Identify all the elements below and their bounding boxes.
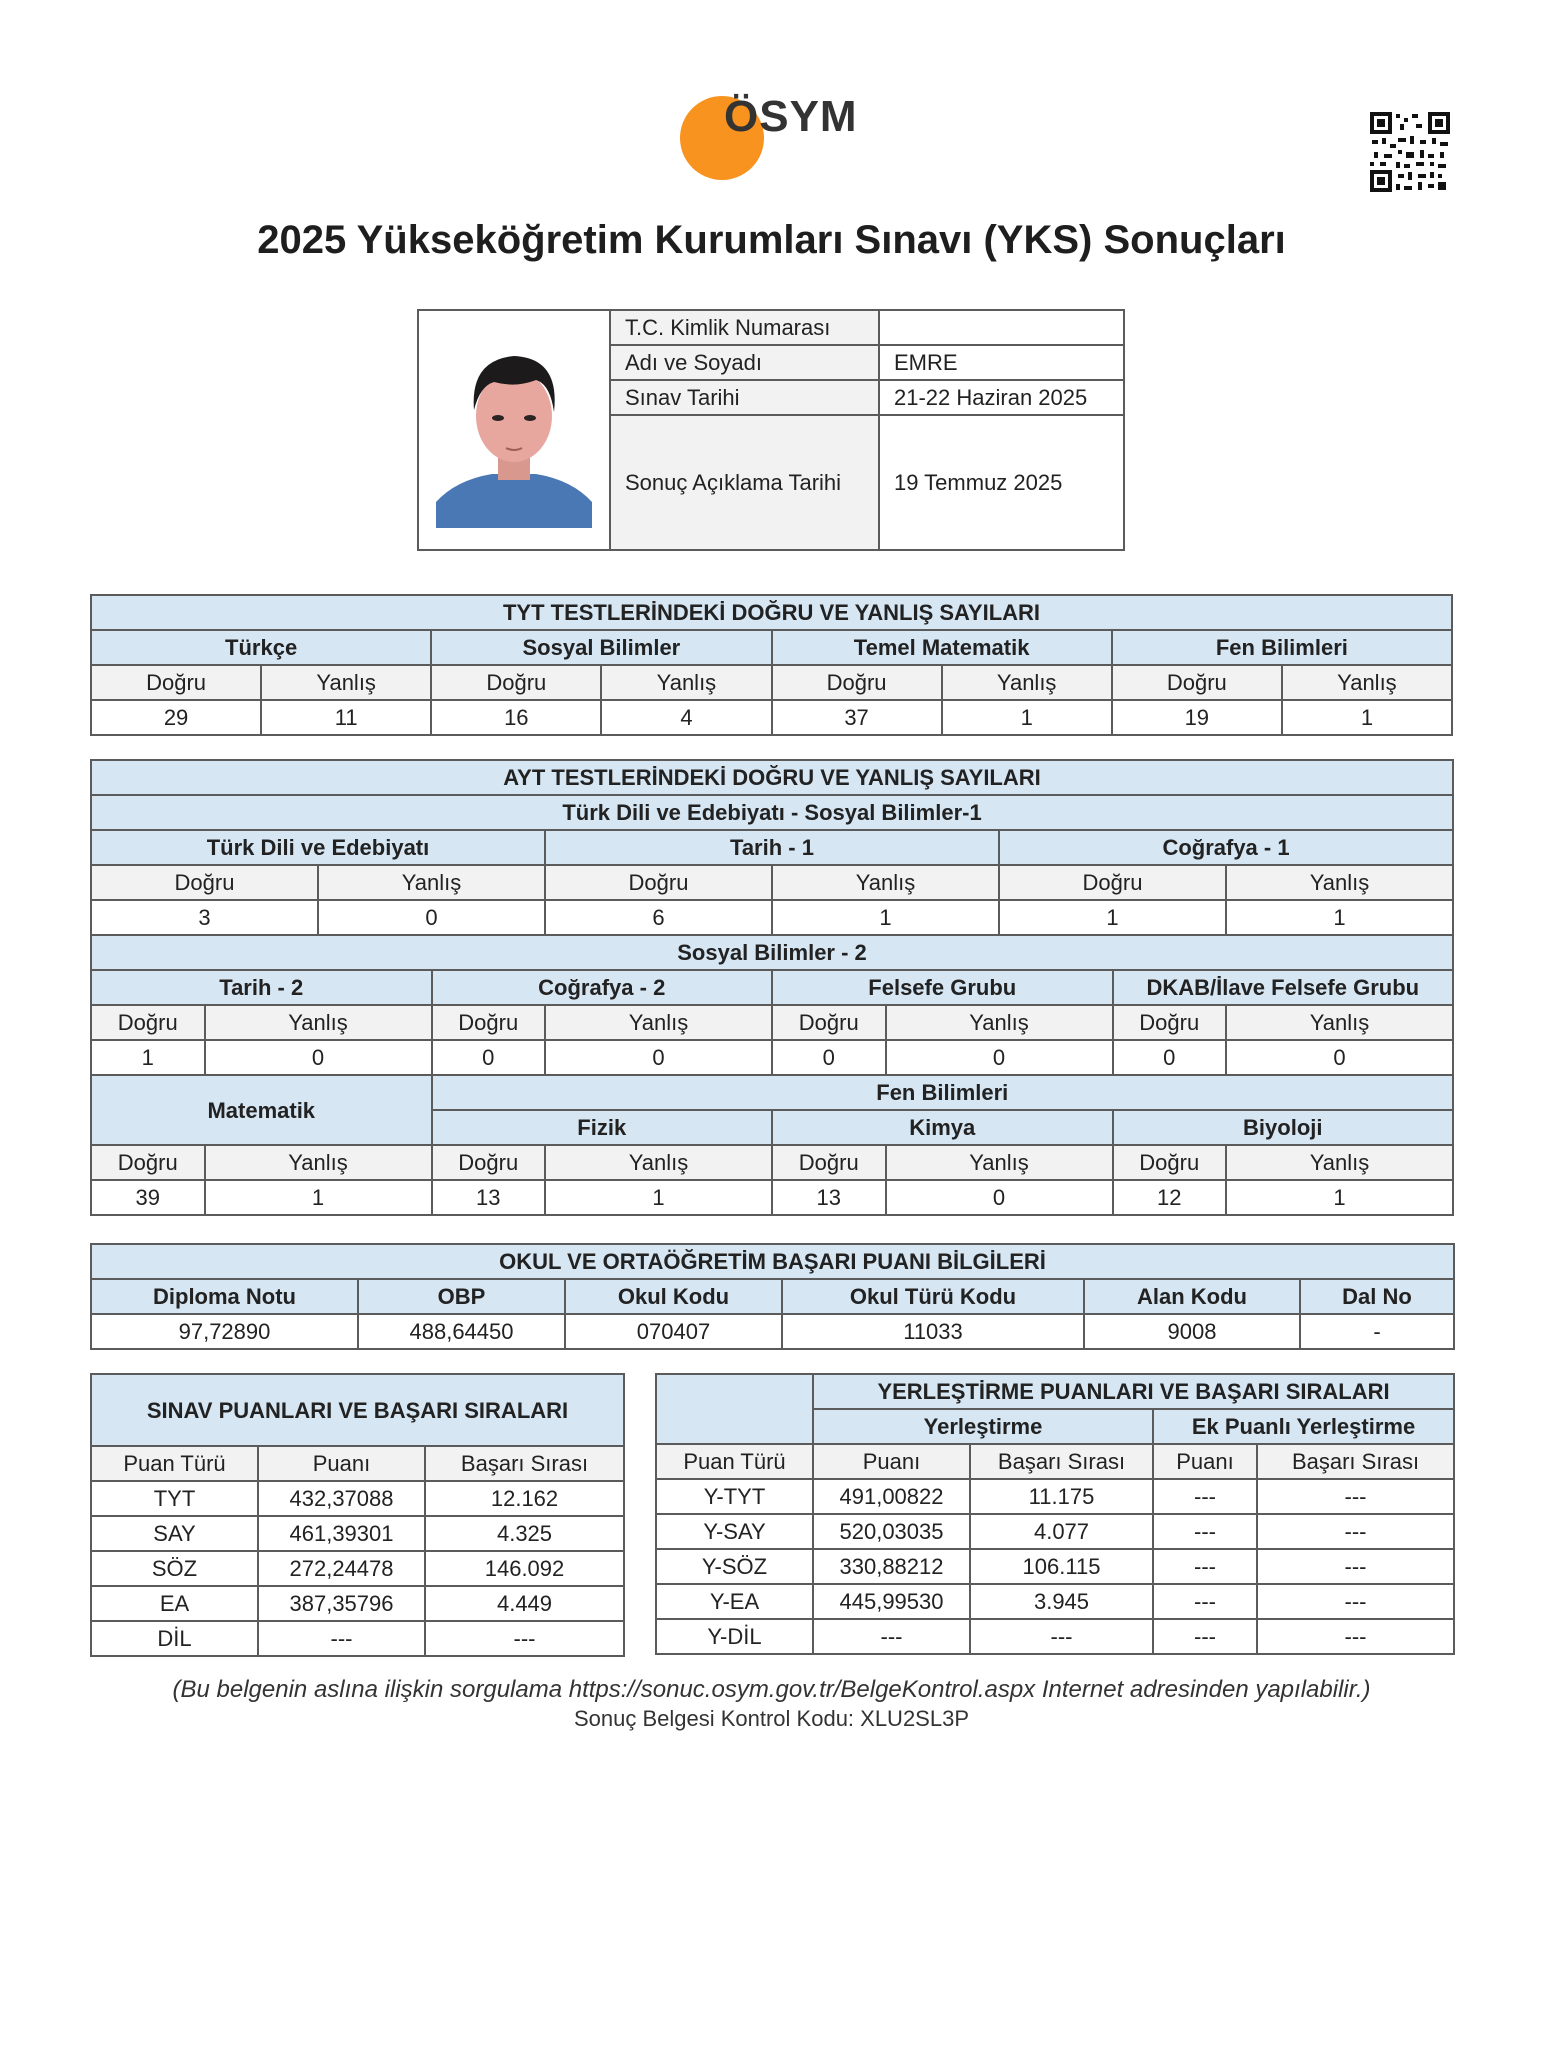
ayt-subject: Coğrafya - 1: [999, 830, 1453, 865]
yer-sub2: Ek Puanlı Yerleştirme: [1153, 1409, 1454, 1444]
yer-header: Başarı Sırası: [1257, 1444, 1454, 1479]
ayt-subject: Biyoloji: [1113, 1110, 1454, 1145]
name-value: EMRE: [879, 345, 1124, 380]
yer-basari-sirasi: 4.077: [970, 1514, 1153, 1549]
dogru-value: 1: [999, 900, 1226, 935]
yanlis-value: 1: [772, 900, 999, 935]
ek-puan: ---: [1153, 1549, 1257, 1584]
puan: 272,24478: [258, 1551, 425, 1586]
ek-basari-sirasi: ---: [1257, 1514, 1454, 1549]
yanlis-label: Yanlış: [318, 865, 545, 900]
tyt-subject: Türkçe: [91, 630, 431, 665]
puan-turu: TYT: [91, 1481, 258, 1516]
ek-puan: ---: [1153, 1479, 1257, 1514]
candidate-photo: [418, 310, 610, 550]
ek-basari-sirasi: ---: [1257, 1619, 1454, 1654]
ayt-title: AYT TESTLERİNDEKİ DOĞRU VE YANLIŞ SAYILARI: [91, 760, 1453, 795]
yanlis-value: 0: [545, 1040, 772, 1075]
basari-sirasi: ---: [425, 1621, 624, 1656]
obp-title: OKUL VE ORTAÖĞRETİM BAŞARI PUANI BİLGİLERİ: [91, 1244, 1454, 1279]
yer-puan-turu: Y-SAY: [656, 1514, 813, 1549]
yanlis-label: Yanlış: [942, 665, 1112, 700]
yer-corner: [656, 1374, 813, 1444]
basari-sirasi: 12.162: [425, 1481, 624, 1516]
yanlis-value: 1: [942, 700, 1112, 735]
yer-header: Başarı Sırası: [970, 1444, 1153, 1479]
dogru-label: Doğru: [432, 1005, 546, 1040]
yanlis-label: Yanlış: [1282, 665, 1452, 700]
ayt-subject: Kimya: [772, 1110, 1113, 1145]
dogru-value: 13: [772, 1180, 886, 1215]
yanlis-label: Yanlış: [205, 1005, 432, 1040]
sinav-header: Puan Türü: [91, 1446, 258, 1481]
yer-puan: 445,99530: [813, 1584, 970, 1619]
ayt-subject: DKAB/İlave Felsefe Grubu: [1113, 970, 1454, 1005]
yanlis-value: 1: [1282, 700, 1452, 735]
dogru-label: Doğru: [91, 665, 261, 700]
obp-header: Okul Kodu: [565, 1279, 782, 1314]
ayt-matematik: Matematik: [91, 1075, 432, 1145]
sinav-title: SINAV PUANLARI VE BAŞARI SIRALARI: [91, 1374, 624, 1446]
dogru-value: 0: [432, 1040, 546, 1075]
yanlis-value: 11: [261, 700, 431, 735]
ayt-table: [90, 759, 1454, 1216]
tyt-subject: Sosyal Bilimler: [431, 630, 771, 665]
yanlis-label: Yanlış: [1226, 1005, 1453, 1040]
yanlis-value: 0: [886, 1180, 1113, 1215]
ek-basari-sirasi: ---: [1257, 1549, 1454, 1584]
yanlis-label: Yanlış: [261, 665, 431, 700]
yer-basari-sirasi: ---: [970, 1619, 1153, 1654]
basari-sirasi: 4.449: [425, 1586, 624, 1621]
sinav-header: Puanı: [258, 1446, 425, 1481]
yanlis-label: Yanlış: [1226, 865, 1453, 900]
ayt-subject: Tarih - 2: [91, 970, 432, 1005]
dogru-label: Doğru: [772, 1145, 886, 1180]
obp-header: Alan Kodu: [1084, 1279, 1300, 1314]
sinav-header: Başarı Sırası: [425, 1446, 624, 1481]
yer-basari-sirasi: 3.945: [970, 1584, 1153, 1619]
tc-no-value: [879, 310, 1124, 345]
obp-header: OBP: [358, 1279, 565, 1314]
yer-puan-turu: Y-DİL: [656, 1619, 813, 1654]
sinav-puanlari-table: [90, 1373, 625, 1657]
yanlis-value: 0: [1226, 1040, 1453, 1075]
dogru-value: 0: [1113, 1040, 1227, 1075]
candidate-info-table: [417, 309, 1125, 551]
exam-date-label: Sınav Tarihi: [610, 380, 879, 415]
control-code: Sonuç Belgesi Kontrol Kodu: XLU2SL3P: [573, 1706, 970, 1731]
yanlis-value: 1: [205, 1180, 432, 1215]
basari-sirasi: 4.325: [425, 1516, 624, 1551]
result-date-label: Sonuç Açıklama Tarihi: [610, 415, 879, 550]
dogru-label: Doğru: [545, 865, 772, 900]
dogru-value: 6: [545, 900, 772, 935]
name-label: Adı ve Soyadı: [610, 345, 879, 380]
dogru-value: 39: [91, 1180, 205, 1215]
dogru-label: Doğru: [432, 1145, 546, 1180]
yer-basari-sirasi: 11.175: [970, 1479, 1153, 1514]
ayt-subject: Felsefe Grubu: [772, 970, 1113, 1005]
dogru-value: 37: [772, 700, 942, 735]
dogru-value: 1: [91, 1040, 205, 1075]
obp-value: 488,64450: [358, 1314, 565, 1349]
yer-puan-turu: Y-TYT: [656, 1479, 813, 1514]
osym-logo: [678, 90, 878, 182]
puan-turu: SAY: [91, 1516, 258, 1551]
ek-puan: ---: [1153, 1619, 1257, 1654]
yanlis-value: 4: [601, 700, 771, 735]
obp-value: 9008: [1084, 1314, 1300, 1349]
yer-header: Puanı: [1153, 1444, 1257, 1479]
exam-date-value: 21-22 Haziran 2025: [879, 380, 1124, 415]
puan: 387,35796: [258, 1586, 425, 1621]
dogru-value: 16: [431, 700, 601, 735]
yanlis-value: 0: [205, 1040, 432, 1075]
yanlis-label: Yanlış: [601, 665, 771, 700]
yer-puan-turu: Y-EA: [656, 1584, 813, 1619]
dogru-value: 3: [91, 900, 318, 935]
page-title: 2025 Yükseköğretim Kurumları Sınavı (YKS) Sonuçları: [257, 218, 1286, 262]
puan: 432,37088: [258, 1481, 425, 1516]
ek-puan: ---: [1153, 1584, 1257, 1619]
ek-puan: ---: [1153, 1514, 1257, 1549]
dogru-label: Doğru: [91, 1005, 205, 1040]
yerlestirme-table: [655, 1373, 1455, 1655]
obp-value: 97,72890: [91, 1314, 358, 1349]
ayt-subject: Türk Dili ve Edebiyatı: [91, 830, 545, 865]
ayt-subject: Tarih - 1: [545, 830, 999, 865]
yer-basari-sirasi: 106.115: [970, 1549, 1153, 1584]
yanlis-label: Yanlış: [886, 1005, 1113, 1040]
dogru-label: Doğru: [431, 665, 601, 700]
logo-text: ÖSYM: [724, 92, 858, 141]
tyt-title: TYT TESTLERİNDEKİ DOĞRU VE YANLIŞ SAYILARI: [91, 595, 1452, 630]
dogru-label: Doğru: [772, 665, 942, 700]
result-date-value: 19 Temmuz 2025: [879, 415, 1124, 550]
ek-basari-sirasi: ---: [1257, 1584, 1454, 1619]
qr-code-icon: [1370, 112, 1450, 192]
puan: ---: [258, 1621, 425, 1656]
yanlis-value: 1: [1226, 900, 1453, 935]
tc-no-label: T.C. Kimlik Numarası: [610, 310, 879, 345]
yanlis-value: 0: [886, 1040, 1113, 1075]
verification-footnote: (Bu belgenin aslına ilişkin sorgulama https://sonuc.osym.gov.tr/BelgeKontrol.aspx Internet adresinden yapılabilir.): [172, 1676, 1371, 1703]
dogru-value: 12: [1113, 1180, 1227, 1215]
tyt-subject: Fen Bilimleri: [1112, 630, 1452, 665]
dogru-label: Doğru: [1112, 665, 1282, 700]
dogru-value: 0: [772, 1040, 886, 1075]
yer-title: YERLEŞTİRME PUANLARI VE BAŞARI SIRALARI: [813, 1374, 1454, 1409]
obp-header: Diploma Notu: [91, 1279, 358, 1314]
puan-turu: SÖZ: [91, 1551, 258, 1586]
yer-header: Puan Türü: [656, 1444, 813, 1479]
yanlis-label: Yanlış: [1226, 1145, 1453, 1180]
tyt-table: [90, 594, 1453, 736]
yanlis-label: Yanlış: [545, 1145, 772, 1180]
yer-sub1: Yerleştirme: [813, 1409, 1153, 1444]
dogru-label: Doğru: [1113, 1145, 1227, 1180]
obp-value: -: [1300, 1314, 1454, 1349]
ayt-group2-title: Sosyal Bilimler - 2: [91, 935, 1453, 970]
obp-value: 11033: [782, 1314, 1084, 1349]
ayt-subject: Coğrafya - 2: [432, 970, 773, 1005]
tyt-subject: Temel Matematik: [772, 630, 1112, 665]
yer-header: Puanı: [813, 1444, 970, 1479]
basari-sirasi: 146.092: [425, 1551, 624, 1586]
yanlis-value: 0: [318, 900, 545, 935]
dogru-label: Doğru: [999, 865, 1226, 900]
dogru-value: 19: [1112, 700, 1282, 735]
obp-value: 070407: [565, 1314, 782, 1349]
yer-puan: 491,00822: [813, 1479, 970, 1514]
ek-basari-sirasi: ---: [1257, 1479, 1454, 1514]
dogru-value: 13: [432, 1180, 546, 1215]
puan-turu: EA: [91, 1586, 258, 1621]
yanlis-label: Yanlış: [205, 1145, 432, 1180]
yanlis-label: Yanlış: [772, 865, 999, 900]
yer-puan: ---: [813, 1619, 970, 1654]
puan-turu: DİL: [91, 1621, 258, 1656]
yer-puan: 520,03035: [813, 1514, 970, 1549]
dogru-label: Doğru: [91, 1145, 205, 1180]
dogru-value: 29: [91, 700, 261, 735]
yanlis-value: 1: [1226, 1180, 1453, 1215]
dogru-label: Doğru: [1113, 1005, 1227, 1040]
dogru-label: Doğru: [91, 865, 318, 900]
obp-table: [90, 1243, 1455, 1350]
yanlis-label: Yanlış: [886, 1145, 1113, 1180]
yanlis-value: 1: [545, 1180, 772, 1215]
dogru-label: Doğru: [772, 1005, 886, 1040]
ayt-fen-title: Fen Bilimleri: [432, 1075, 1454, 1110]
obp-header: Okul Türü Kodu: [782, 1279, 1084, 1314]
ayt-group1-title: Türk Dili ve Edebiyatı - Sosyal Bilimler-1: [91, 795, 1453, 830]
puan: 461,39301: [258, 1516, 425, 1551]
yanlis-label: Yanlış: [545, 1005, 772, 1040]
obp-header: Dal No: [1300, 1279, 1454, 1314]
ayt-subject: Fizik: [432, 1110, 773, 1145]
person-photo-icon: [436, 324, 592, 528]
yer-puan: 330,88212: [813, 1549, 970, 1584]
yer-puan-turu: Y-SÖZ: [656, 1549, 813, 1584]
